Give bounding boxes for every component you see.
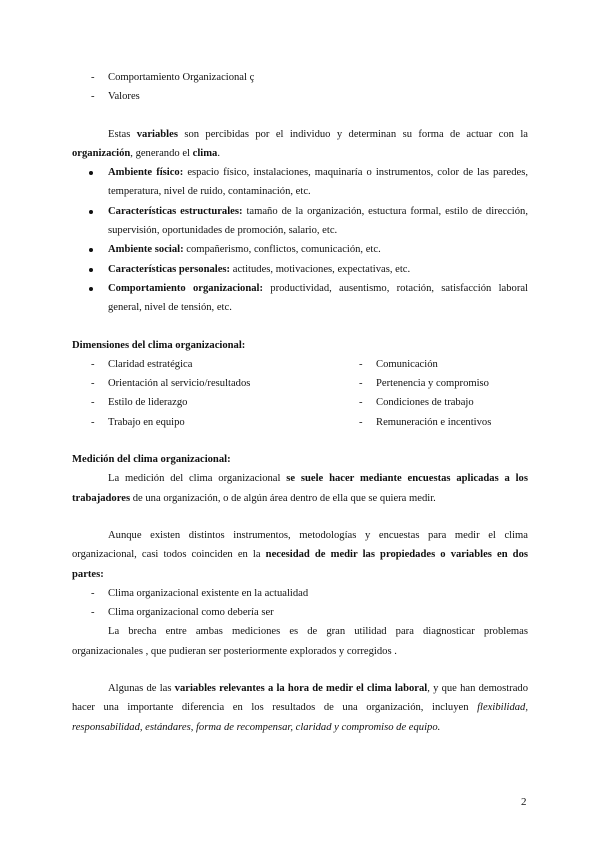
list-item: - Clima organizacional existente en la actualidad (72, 584, 528, 603)
bullet-label: Características estructurales: (108, 205, 243, 217)
list-item: - Trabajo en equipo (72, 413, 340, 432)
bold-text: se suele hacer mediante encuestas aplicadas a los trabajadores (72, 473, 528, 504)
bullet-label: Comportamiento organizacional: (108, 282, 263, 294)
page-number: 2 (521, 796, 527, 808)
bullet-label: Ambiente social: (108, 244, 184, 256)
list-item: - Remuneración e incentivos (340, 413, 528, 432)
text: Aunque existen distintos instrumentos, metodologías y encuestas para medir el clima organizacional, casi todos coinciden en la (72, 529, 528, 561)
text: Estas (108, 128, 137, 140)
text: de una organización, o de algún área dentro de ella que se quiera medir. (130, 492, 436, 504)
heading-text: Medición del clima organizacional: (72, 454, 231, 466)
bold-text: organización (72, 147, 131, 159)
dimensions-list (72, 355, 528, 432)
paragraph: La brecha entre ambas mediciones es de gran utilidad para diagnosticar problemas organizacionales , que pudieran ser posteriormente explorados y corregidos . (72, 626, 528, 657)
bold-text: necesidad de medir las propiedades o variables en dos partes: (72, 549, 528, 580)
bullet-item (72, 279, 528, 318)
list-item: - Claridad estratégica (72, 355, 340, 374)
italic-text: flexibilidad, responsabilidad, estándares, forma de recompensar, claridad y compromiso de equipo. (72, 702, 528, 733)
text: , generando el (130, 147, 193, 159)
dimensions-heading (72, 336, 528, 355)
bullet-text: tamaño de la organización, estuctura formal, estilo de dirección, supervisión, oportunidades de promoción, salario, etc. (108, 205, 528, 237)
list-item: - Clima organizacional como debería ser (72, 603, 528, 622)
text: . (217, 147, 220, 159)
list-item: - Pertenencia y compromiso (340, 374, 528, 393)
text: , y que han demostrado hacer una importante diferencia en los resultados de una organización, incluyen (72, 683, 528, 714)
heading-text: Dimensiones del clima organizacional: (72, 339, 246, 351)
text: son percibidas por el individuo y determinan su forma de actuar con la (177, 128, 528, 140)
list-item: - Condiciones de trabajo (340, 393, 528, 412)
text: La medición del clima organizacional (108, 473, 287, 485)
bullet-text: productividad, ausentismo, rotación, satisfacción laboral general, nivel de tensión, etc. (108, 282, 528, 314)
paragraph (72, 679, 528, 737)
measurement-heading (72, 450, 528, 469)
paragraph (72, 469, 528, 508)
paragraph-variables (72, 125, 528, 164)
bullet-item (72, 202, 528, 241)
bullet-text: espacio físico, instalaciones, maquinaría o instrumentos, color de las paredes, temperatura, nivel de ruido, contaminación, etc. (108, 167, 528, 198)
bold-text: variables relevantes a la hora de medir el clima laboral (174, 683, 428, 695)
list-item: - Comportamiento Organizacional ç (72, 68, 528, 87)
text: Algunas de las (108, 683, 175, 695)
list-item: - Comunicación (340, 355, 528, 374)
bullet-item (72, 260, 528, 279)
bullet-text: actitudes, motivaciones, expectativas, etc. (230, 263, 411, 275)
list-item: - Estilo de liderazgo (72, 393, 340, 412)
bullet-label: Características personales: (108, 263, 231, 275)
bullet-item (72, 163, 528, 202)
bold-text: variables (136, 128, 178, 140)
list-item: - Orientación al servicio/resultados (72, 374, 340, 393)
bullet-item (72, 240, 528, 259)
paragraph (72, 526, 528, 584)
document-body (72, 68, 528, 737)
bullet-text: compañerismo, conflictos, comunicación, etc. (183, 244, 381, 256)
bullet-label: Ambiente físico: (108, 167, 184, 179)
bold-text: clima (192, 147, 218, 159)
list-item: - Valores (72, 87, 528, 106)
dimensions-left-column (72, 355, 340, 432)
dimensions-right-column (340, 355, 528, 432)
